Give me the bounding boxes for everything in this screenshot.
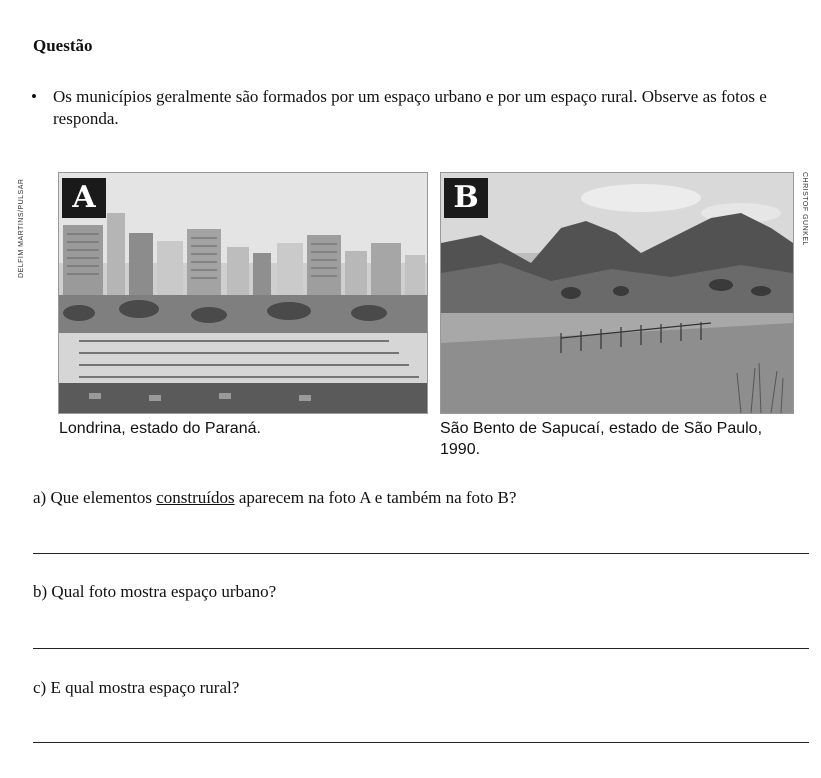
answer-line-a[interactable] [33,553,809,554]
photo-b-rural [440,172,794,414]
photo-a-credit: DELFIM MARTINS/PULSAR [18,178,25,278]
photo-b-badge: B [444,178,488,218]
countryside-illustration [441,173,793,413]
city-illustration [59,173,427,413]
question-a-start: a) Que elementos [33,488,157,507]
question-c: c) E qual mostra espaço rural? [33,678,240,697]
answer-line-b[interactable] [33,648,809,649]
photo-a-badge: A [62,178,106,218]
photo-b-caption: São Bento de Sapucaí, estado de São Paulo, 1990. [440,420,763,458]
photo-a-caption: Londrina, estado do Paraná. [59,420,261,437]
question-b: b) Qual foto mostra espaço urbano? [33,582,277,601]
question-a-end: aparecem na foto A e também na foto B? [234,488,517,507]
intro-text: Os municípios geralmente são formados por um espaço urbano e por um espaço rural. Observe as fotos e responda. [53,87,767,128]
answer-line-c[interactable] [33,742,809,743]
bullet-icon: • [31,87,37,106]
photo-a-urban [58,172,428,414]
photo-b-credit: CHRISTOF GUNKEL [801,172,808,246]
question-a [33,488,516,508]
page-title: Questão [33,36,93,55]
question-a-underlined: construídos [156,488,235,507]
